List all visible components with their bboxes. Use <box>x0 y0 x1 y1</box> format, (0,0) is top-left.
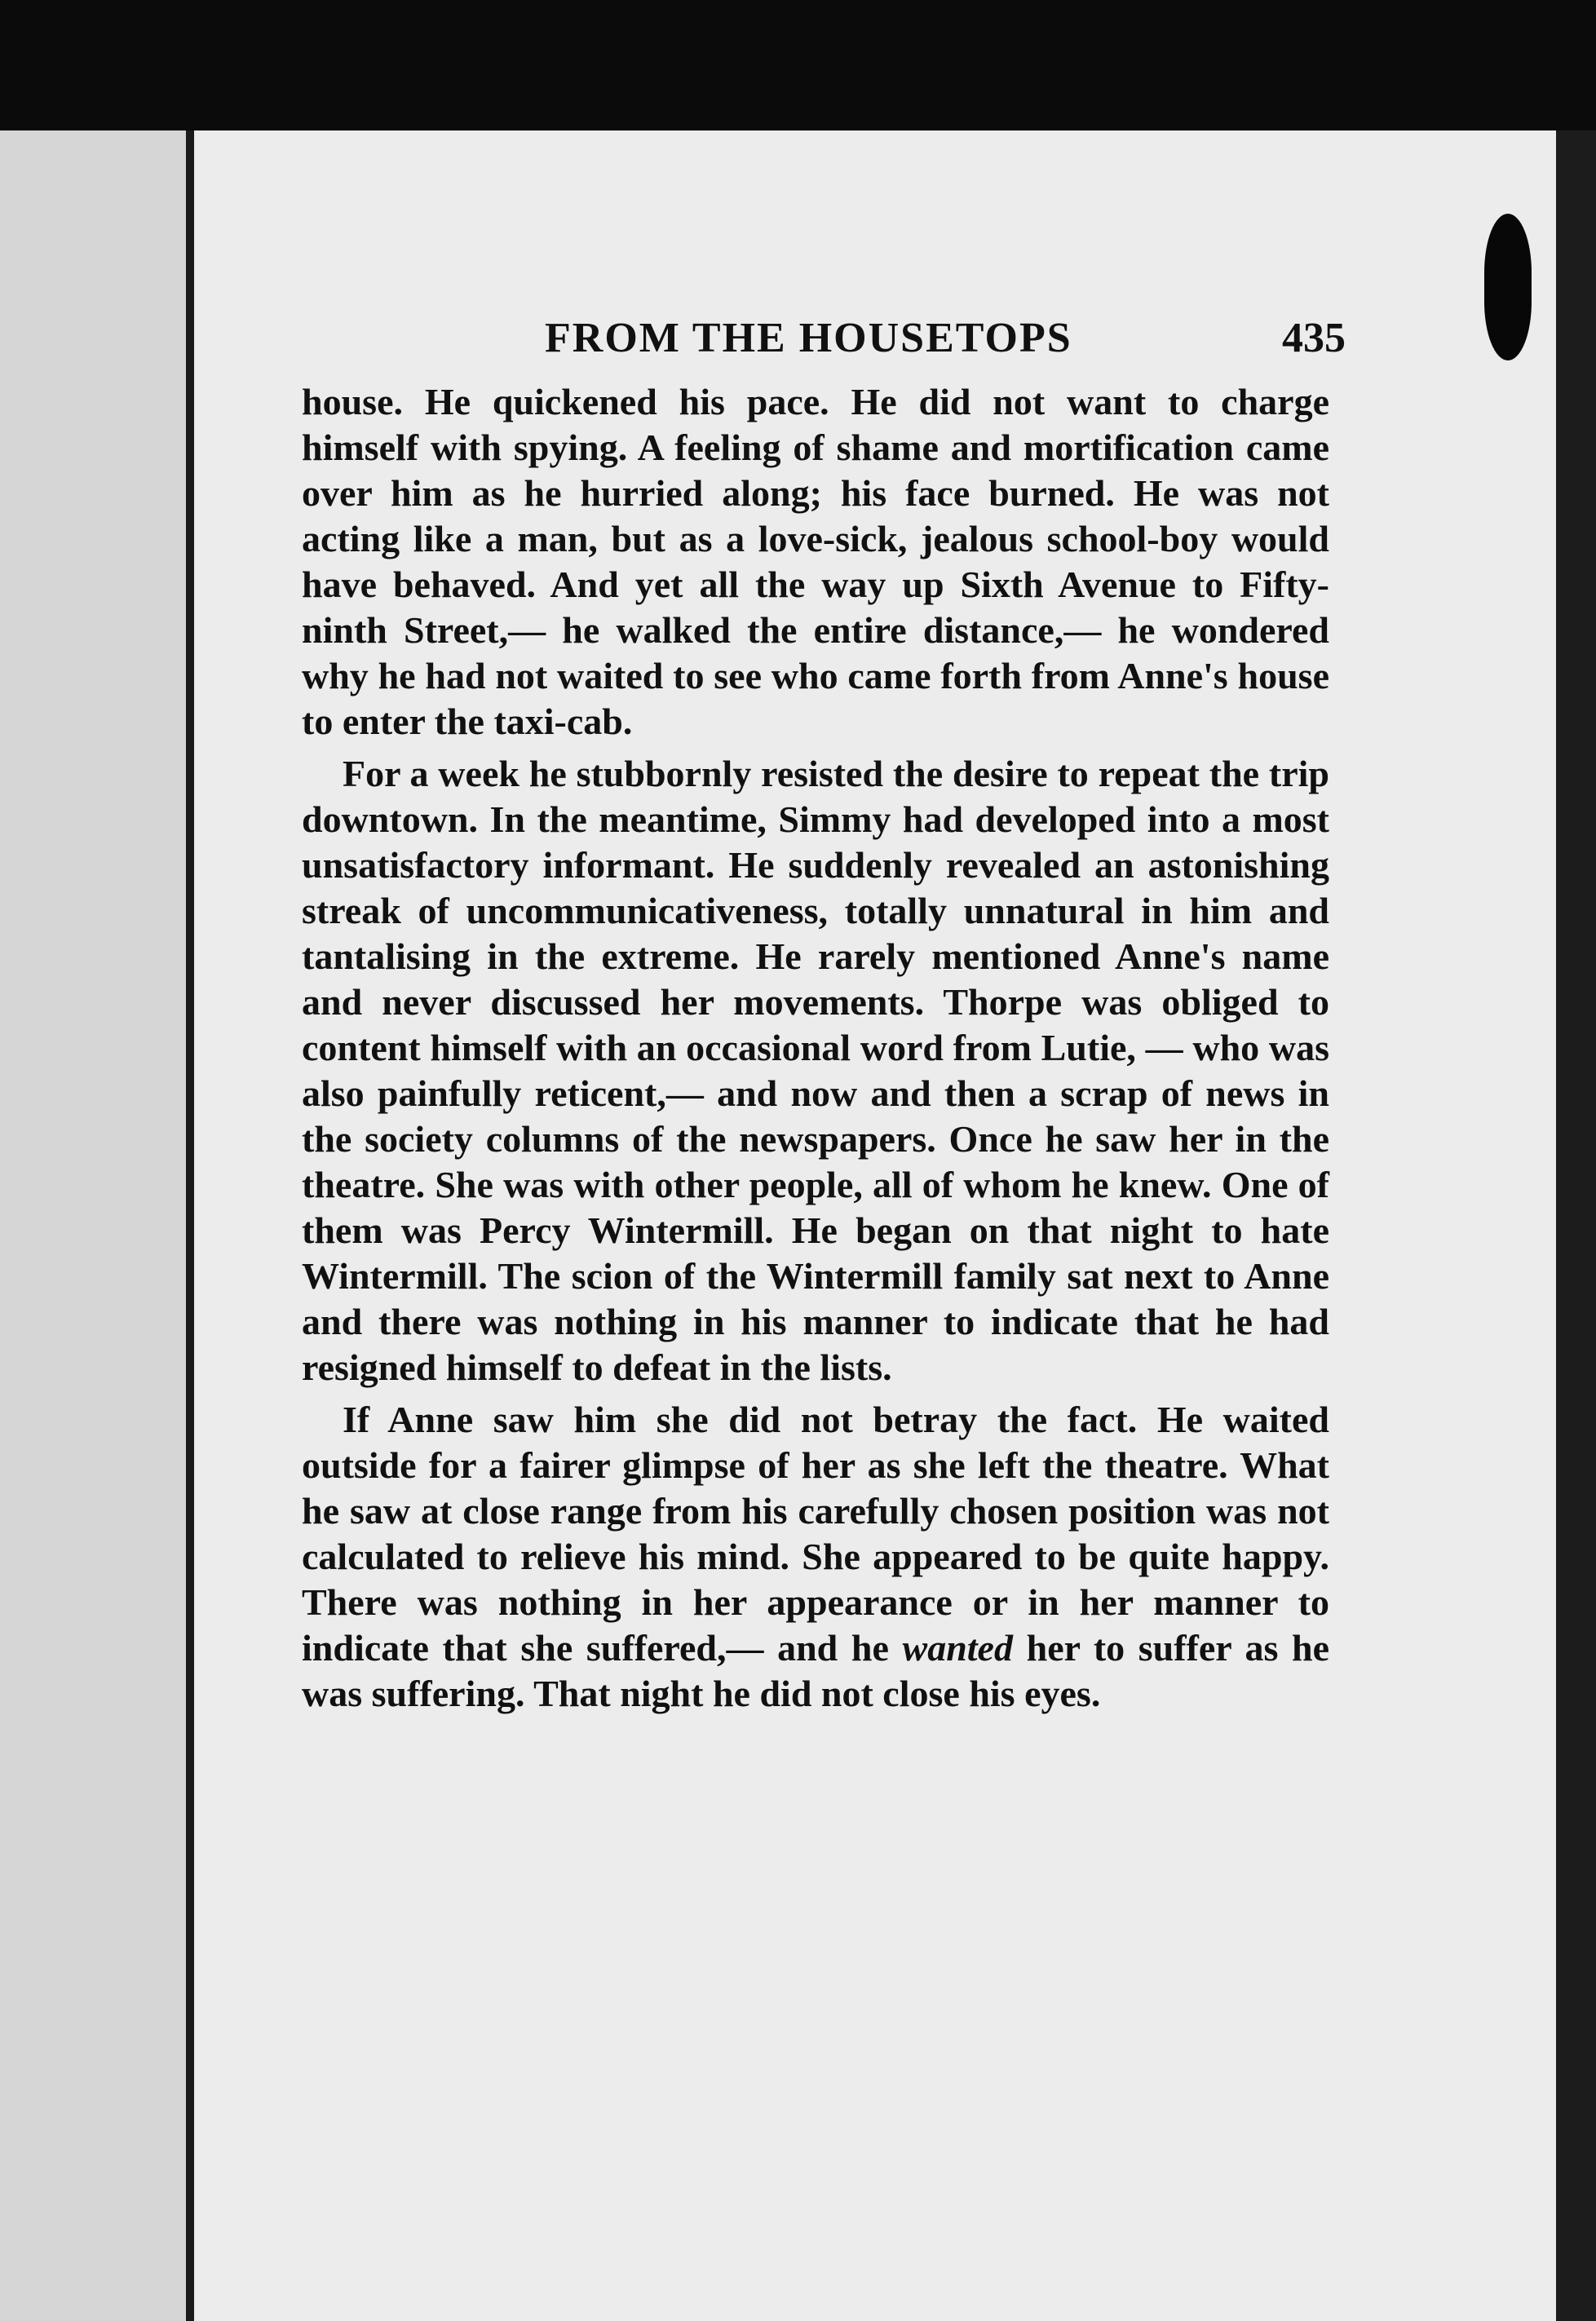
page-right-border <box>1556 130 1596 2321</box>
ink-blot <box>1484 214 1532 360</box>
paragraph-text: her to suffer as he was suffering. That night he did not close his eyes. <box>302 1627 1330 1714</box>
running-title: FROM THE HOUSETOPS <box>545 315 1072 361</box>
paragraph: house. He quickened his pace. He did not want to charge himself with spying. A feeling of shame and mortification came over him as he hurried along; his face burned. He was not acting like a man, but as a love-sick, jealous school-boy would have behaved. And yet all the way up Sixth Avenue to Fifty-ninth Street,— he walked the entire distance,— he wondered why he had not waited to see who came forth from Anne's house to enter the taxi-cab. <box>302 381 1329 742</box>
emphasized-word: wanted <box>902 1627 1013 1669</box>
facing-page-edge <box>0 130 192 2321</box>
body-text <box>302 379 1329 1717</box>
page-gutter <box>186 130 194 2321</box>
page-header <box>545 314 1346 363</box>
page-number: 435 <box>1282 315 1346 361</box>
paragraph <box>302 1397 1329 1717</box>
paragraph: For a week he stubbornly resisted the desire to repeat the trip downtown. In the meantime, Simmy had developed into a most unsatisfactory informant. He suddenly revealed an astonishing streak of uncommunicativeness, totally unnatural in him and tantalising in the extreme. He rarely mentioned Anne's name and never discussed her movements. Thorpe was obliged to content himself with an occasional word from Lutie, — who was also painfully reticent,— and now and then a scrap of news in the society columns of the newspapers. Once he saw her in the theatre. She was with other people, all of whom he knew. One of them was Percy Wintermill. He began on that night to hate Wintermill. The scion of the Wintermill family sat next to Anne and there was nothing in his manner to indicate that he had resigned himself to defeat in the lists. <box>302 753 1329 1388</box>
paragraph-text: If Anne saw him she did not betray the fact. He waited outside for a fairer glimpse of her as she left the theatre. What he saw at close range from his carefully chosen position was not calculated to relieve his mind. She appeared to be quite happy. There was nothing in her appearance or in her manner to indicate that she suffered,— and he <box>302 1399 1329 1669</box>
